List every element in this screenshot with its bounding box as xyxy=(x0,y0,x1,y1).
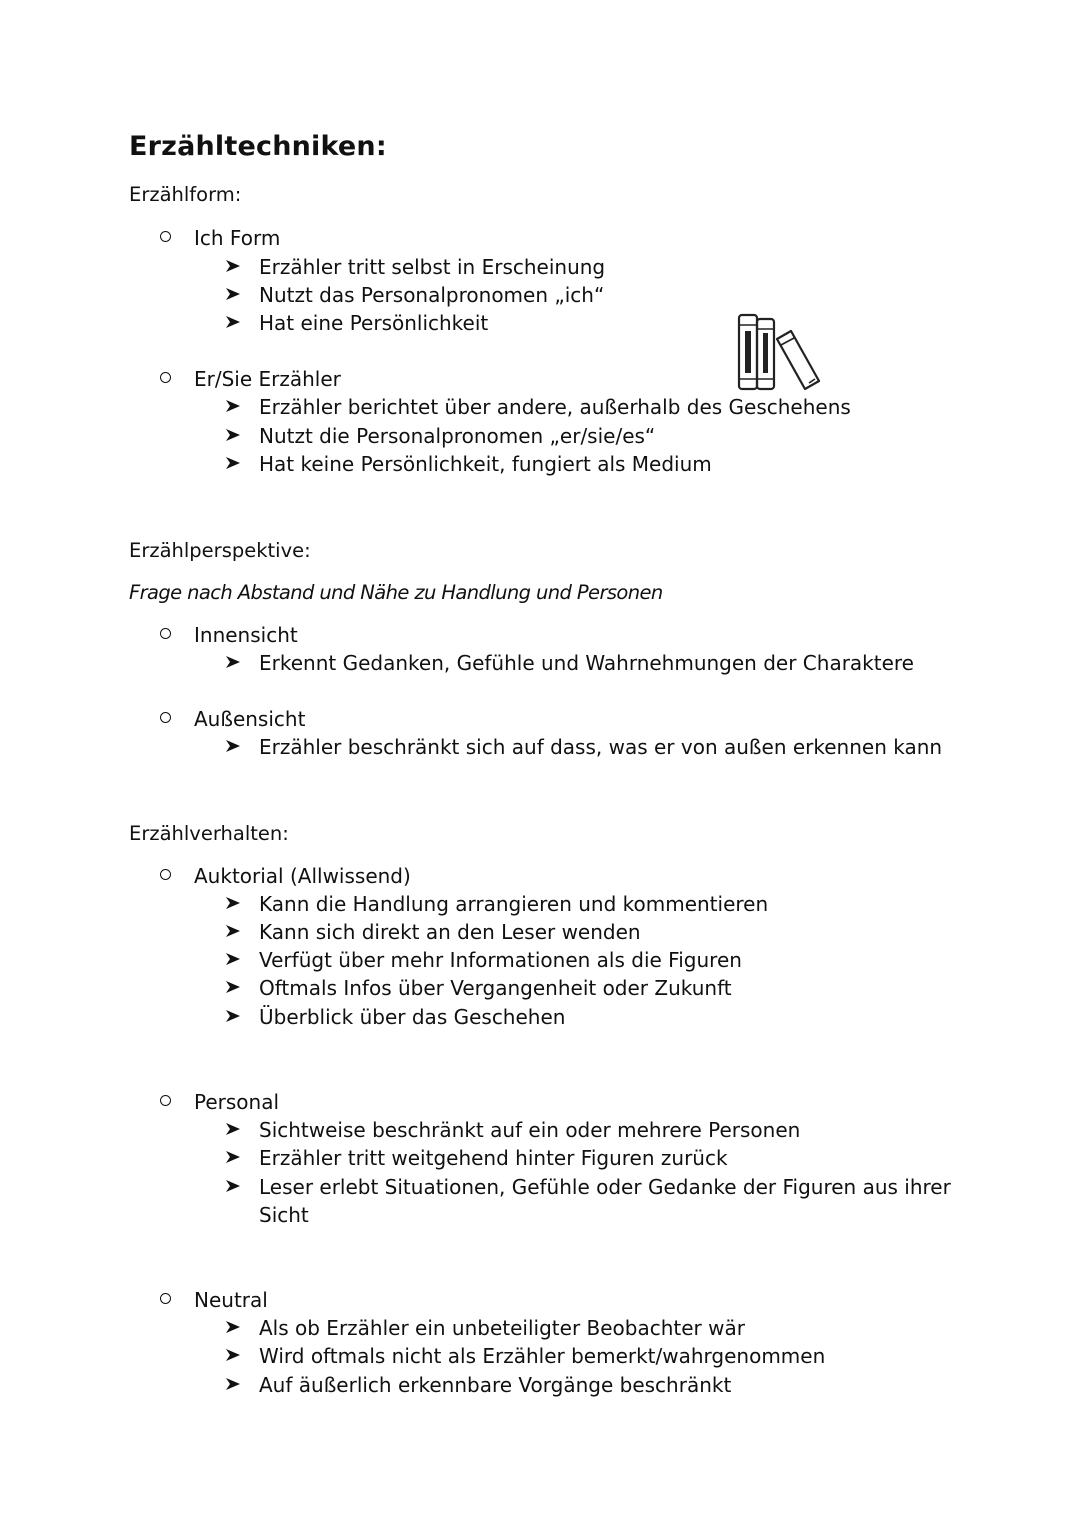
section-heading-erzaehlperspektive: Erzählperspektive: xyxy=(129,539,311,562)
circle-bullet-icon xyxy=(160,628,171,639)
sub-list-item-continuation: Sicht xyxy=(259,1203,309,1227)
sub-list-item: Erzähler tritt selbst in Erscheinung xyxy=(259,255,605,279)
arrow-bullet-icon xyxy=(225,896,241,910)
sub-list-item: Sichtweise beschränkt auf ein oder mehrere Personen xyxy=(259,1118,800,1142)
circle-bullet-icon xyxy=(160,712,171,723)
sub-list-item: Hat eine Persönlichkeit xyxy=(259,311,488,335)
section-heading-erzaehlform: Erzählform: xyxy=(129,183,242,206)
list-item: Innensicht xyxy=(194,623,298,647)
circle-bullet-icon xyxy=(160,869,171,880)
arrow-bullet-icon xyxy=(225,1320,241,1334)
arrow-bullet-icon xyxy=(225,924,241,938)
arrow-bullet-icon xyxy=(225,739,241,753)
section-subtitle: Frage nach Abstand und Nähe zu Handlung und Personen xyxy=(129,581,663,604)
list-item: Personal xyxy=(194,1090,279,1114)
page-title: Erzähltechniken: xyxy=(129,131,387,162)
sub-list-item: Kann sich direkt an den Leser wenden xyxy=(259,920,641,944)
arrow-bullet-icon xyxy=(225,259,241,273)
books-icon xyxy=(733,305,829,393)
sub-list-item: Leser erlebt Situationen, Gefühle oder Gedanke der Figuren aus ihrer xyxy=(259,1175,951,1199)
arrow-bullet-icon xyxy=(225,1122,241,1136)
circle-bullet-icon xyxy=(160,1095,171,1106)
arrow-bullet-icon xyxy=(225,1009,241,1023)
arrow-bullet-icon xyxy=(225,456,241,470)
list-item: Ich Form xyxy=(194,226,280,250)
sub-list-item: Erzähler berichtet über andere, außerhalb des Geschehens xyxy=(259,395,851,419)
arrow-bullet-icon xyxy=(225,315,241,329)
list-item: Außensicht xyxy=(194,707,305,731)
section-heading-erzaehlverhalten: Erzählverhalten: xyxy=(129,822,289,845)
list-item: Neutral xyxy=(194,1288,268,1312)
sub-list-item: Verfügt über mehr Informationen als die Figuren xyxy=(259,948,742,972)
arrow-bullet-icon xyxy=(225,1150,241,1164)
arrow-bullet-icon xyxy=(225,655,241,669)
circle-bullet-icon xyxy=(160,231,171,242)
list-item: Auktorial (Allwissend) xyxy=(194,864,411,888)
arrow-bullet-icon xyxy=(225,287,241,301)
arrow-bullet-icon xyxy=(225,980,241,994)
circle-bullet-icon xyxy=(160,1293,171,1304)
sub-list-item: Als ob Erzähler ein unbeteiligter Beobachter wär xyxy=(259,1316,745,1340)
sub-list-item: Hat keine Persönlichkeit, fungiert als Medium xyxy=(259,452,712,476)
arrow-bullet-icon xyxy=(225,399,241,413)
sub-list-item: Wird oftmals nicht als Erzähler bemerkt/wahrgenommen xyxy=(259,1344,825,1368)
arrow-bullet-icon xyxy=(225,952,241,966)
sub-list-item: Überblick über das Geschehen xyxy=(259,1005,565,1029)
arrow-bullet-icon xyxy=(225,428,241,442)
sub-list-item: Erzähler tritt weitgehend hinter Figuren zurück xyxy=(259,1146,728,1170)
sub-list-item: Oftmals Infos über Vergangenheit oder Zukunft xyxy=(259,976,732,1000)
circle-bullet-icon xyxy=(160,372,171,383)
sub-list-item: Auf äußerlich erkennbare Vorgänge beschränkt xyxy=(259,1373,731,1397)
sub-list-item: Kann die Handlung arrangieren und kommentieren xyxy=(259,892,768,916)
sub-list-item: Erzähler beschränkt sich auf dass, was er von außen erkennen kann xyxy=(259,735,942,759)
arrow-bullet-icon xyxy=(225,1348,241,1362)
arrow-bullet-icon xyxy=(225,1179,241,1193)
list-item: Er/Sie Erzähler xyxy=(194,367,341,391)
sub-list-item: Nutzt das Personalpronomen „ich“ xyxy=(259,283,604,307)
arrow-bullet-icon xyxy=(225,1377,241,1391)
sub-list-item: Nutzt die Personalpronomen „er/sie/es“ xyxy=(259,424,655,448)
sub-list-item: Erkennt Gedanken, Gefühle und Wahrnehmungen der Charaktere xyxy=(259,651,914,675)
